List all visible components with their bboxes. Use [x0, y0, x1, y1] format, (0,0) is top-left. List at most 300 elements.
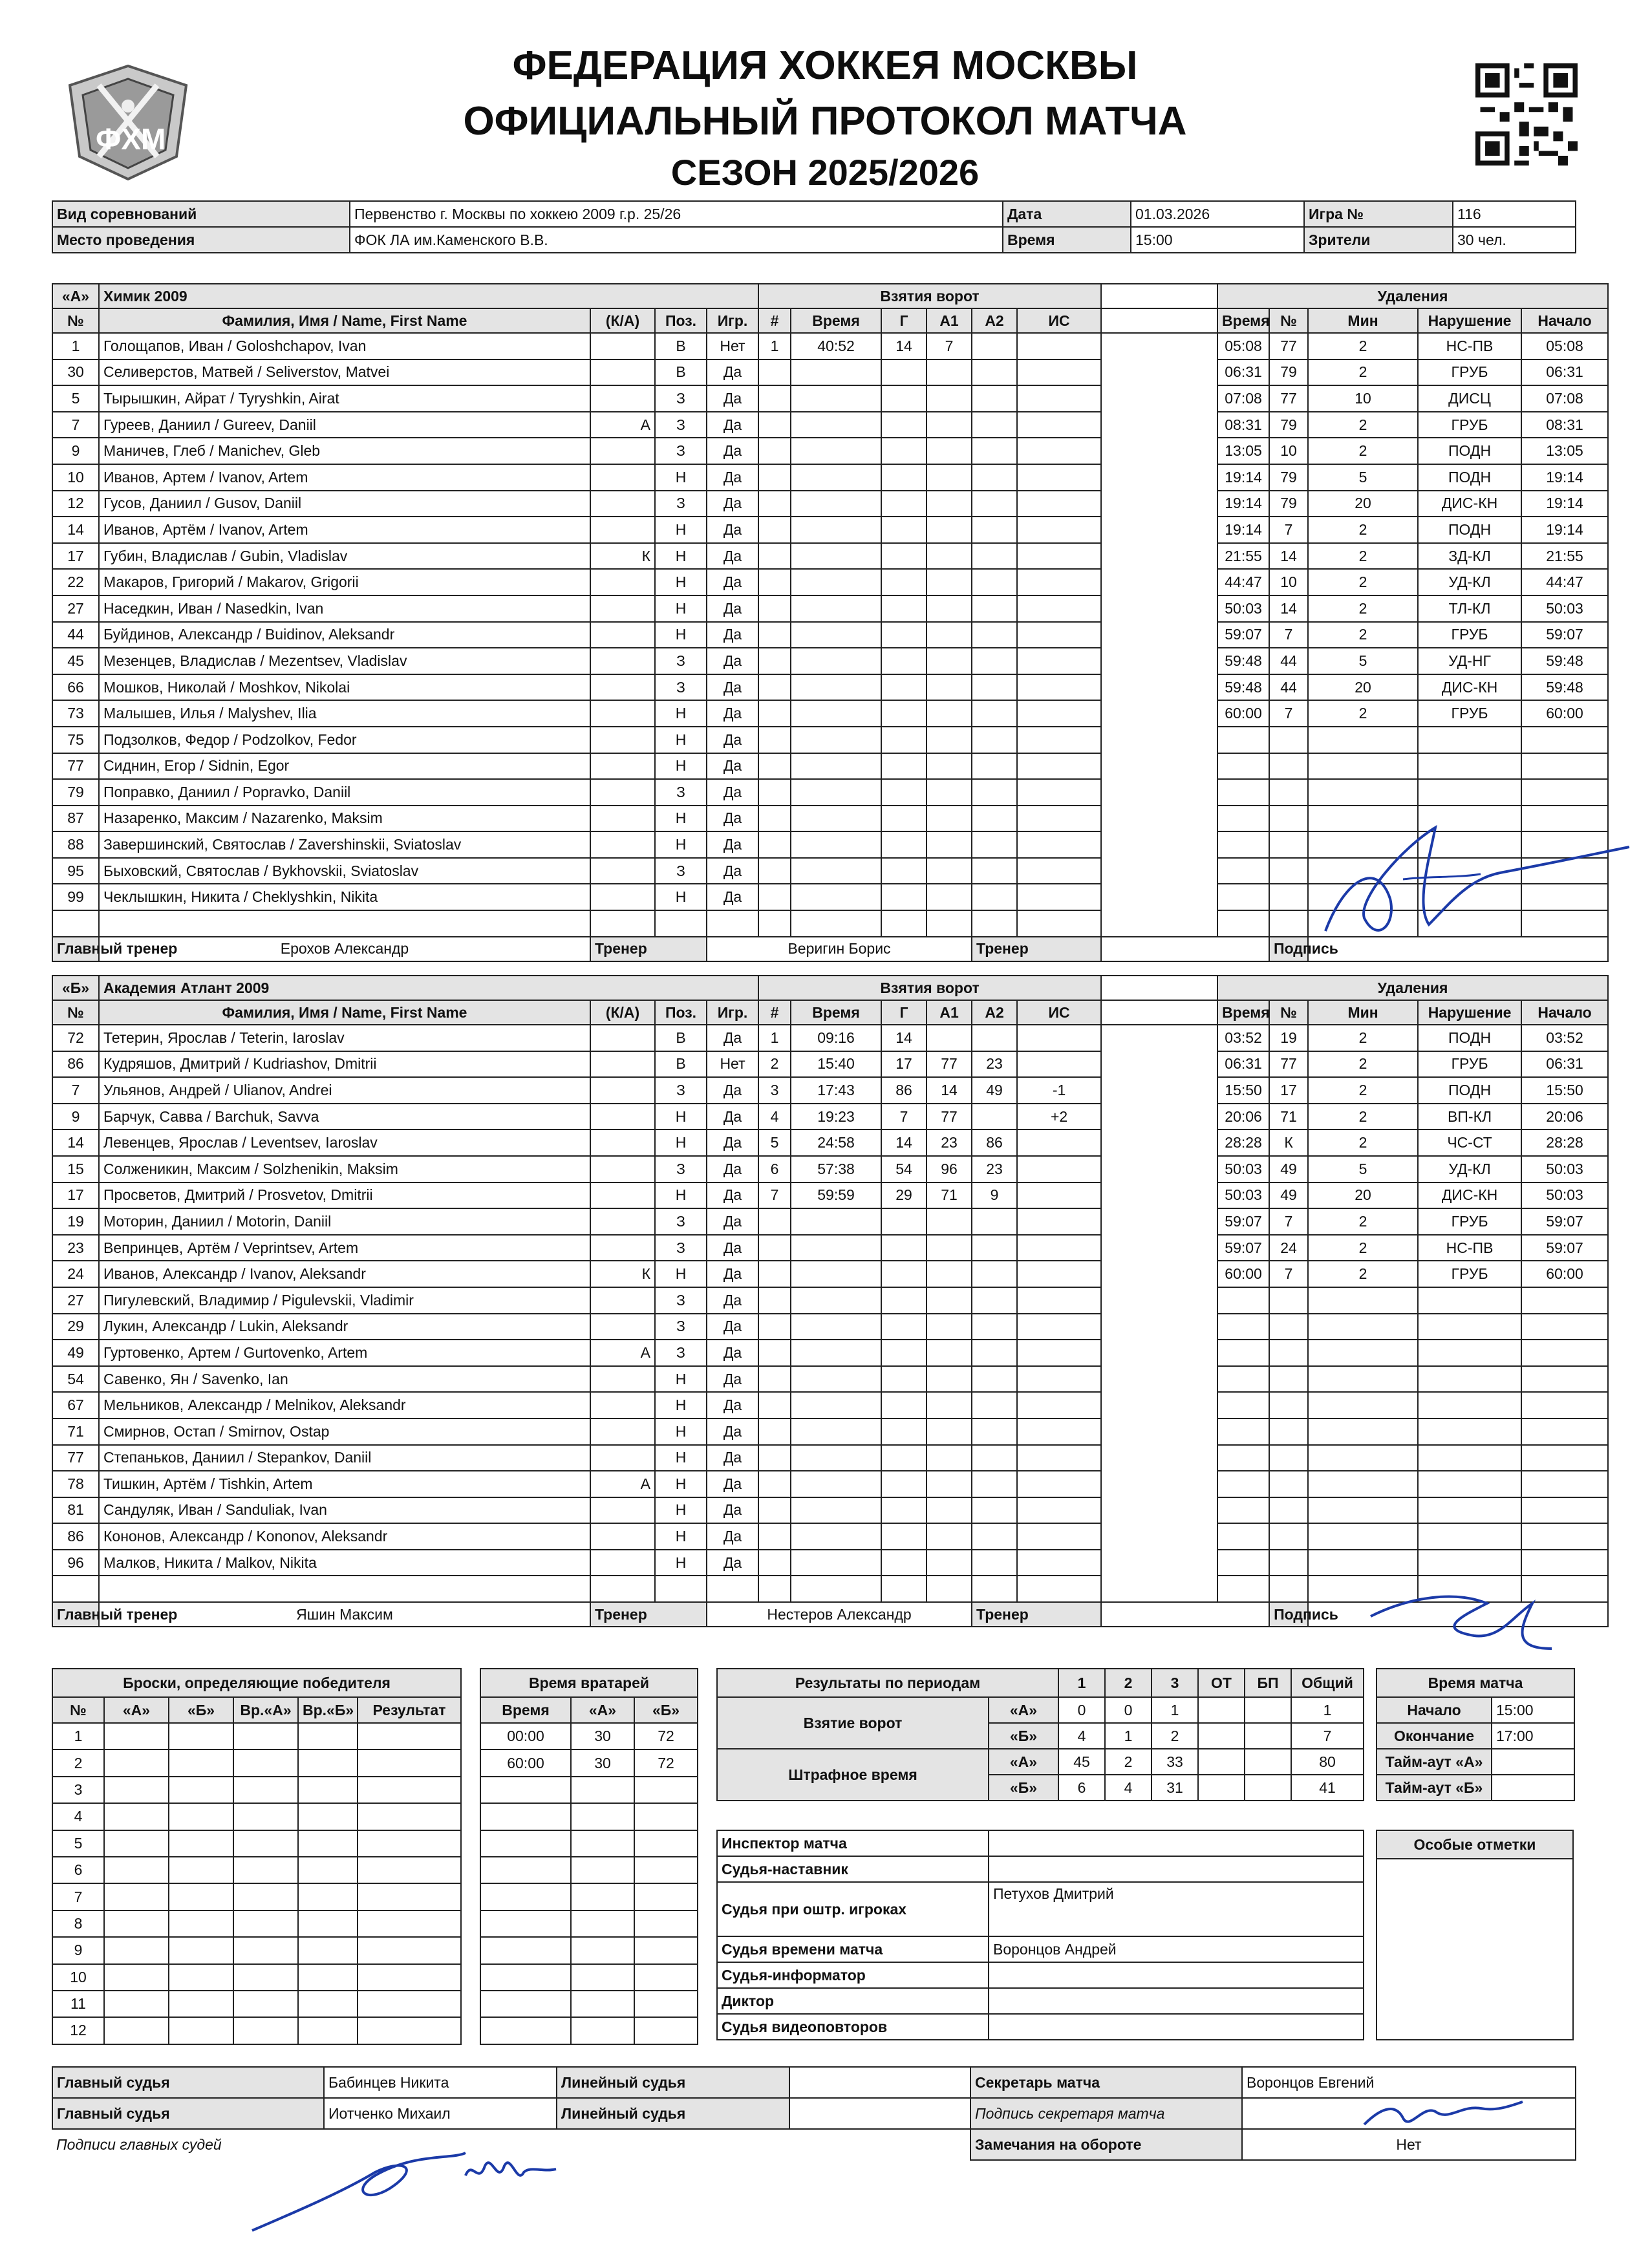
player-number: 10 — [52, 464, 99, 491]
player-name: Гуртовенко, Артем / Gurtovenko, Artem — [99, 1340, 590, 1366]
player-number: 78 — [52, 1471, 99, 1497]
player-name: Тырышкин, Айрат / Tyryshkin, Airat — [99, 385, 590, 412]
player-number: 7 — [52, 1077, 99, 1104]
date-label: Дата — [1003, 201, 1131, 227]
player-played: Да — [707, 1182, 758, 1209]
empty-cell — [758, 674, 791, 701]
empty-cell — [298, 1964, 358, 1991]
spacer-cell — [1101, 1497, 1217, 1524]
empty-cell — [104, 1964, 169, 1991]
period-col-total: Общий — [1291, 1669, 1364, 1697]
player-number: 15 — [52, 1156, 99, 1182]
player-number: 67 — [52, 1392, 99, 1418]
empty-cell — [972, 1550, 1017, 1576]
player-role — [590, 753, 655, 780]
penalty-violation: УД-КЛ — [1418, 1156, 1521, 1182]
penalty-player: 7 — [1269, 1261, 1308, 1287]
empty-cell — [1017, 517, 1101, 543]
inspector-label: Инспектор матча — [717, 1830, 989, 1856]
col-header-g_time: Время — [791, 308, 881, 333]
table-row — [52, 1077, 1608, 1104]
table-row — [52, 1261, 1608, 1287]
empty-cell — [358, 1964, 461, 1991]
player-played: Да — [707, 1471, 758, 1497]
timeout-b-label: Тайм-аут «Б» — [1377, 1775, 1492, 1801]
player-name: Буйдинов, Александр / Buidinov, Aleksandr — [99, 622, 590, 648]
empty-cell — [1217, 1392, 1269, 1418]
empty-cell — [881, 1314, 927, 1340]
penalty-player: 14 — [1269, 595, 1308, 622]
empty-cell — [972, 674, 1017, 701]
penalty-start: 50:03 — [1521, 1156, 1608, 1182]
empty-cell — [298, 1749, 358, 1776]
player-name: Быховский, Святослав / Bykhovskii, Sviatoslav — [99, 858, 590, 884]
timekeeper-value: Воронцов Андрей — [989, 1936, 1364, 1962]
player-name: Чеклышкин, Никита / Cheklyshkin, Nikita — [99, 884, 590, 910]
col-header-pos: Поз. — [655, 308, 707, 333]
empty-cell — [758, 438, 791, 464]
penalty-violation: ВП-КЛ — [1418, 1104, 1521, 1130]
empty-cell — [1017, 359, 1101, 386]
empty-cell — [99, 1576, 590, 1602]
col-header-p_start: Начало — [1521, 308, 1608, 333]
coach-name: Нестеров Александр — [707, 1602, 972, 1627]
spacer-cell — [1101, 1025, 1217, 1051]
empty-cell — [927, 1471, 972, 1497]
player-role — [590, 1182, 655, 1209]
empty-cell — [927, 569, 972, 595]
penalty-time: 19:14 — [1217, 517, 1269, 543]
empty-cell — [881, 1366, 927, 1393]
player-name: Солженикин, Максим / Solzhenikin, Maksim — [99, 1156, 590, 1182]
goal-assist-2: 23 — [972, 1051, 1017, 1078]
goal-scorer: 14 — [881, 1129, 927, 1156]
announcer-label: Диктор — [717, 1988, 989, 2014]
player-number: 1 — [52, 333, 99, 359]
empty-cell — [1017, 491, 1101, 517]
empty-cell — [972, 831, 1017, 858]
goalie-a: 30 — [571, 1749, 634, 1776]
player-played: Да — [707, 884, 758, 910]
player-position: Н — [655, 1523, 707, 1550]
player-role — [590, 779, 655, 806]
empty-cell — [169, 1749, 233, 1776]
empty-cell — [758, 858, 791, 884]
empty-cell — [358, 1910, 461, 1937]
empty-cell — [927, 727, 972, 753]
empty-cell — [791, 910, 881, 937]
period-value: 6 — [1058, 1775, 1105, 1801]
empty-cell — [169, 1803, 233, 1830]
empty-cell — [480, 1937, 571, 1963]
table-row — [52, 1803, 461, 1830]
player-role — [590, 1445, 655, 1471]
informer-value — [989, 1962, 1364, 1988]
empty-cell — [791, 385, 881, 412]
empty-cell — [972, 1235, 1017, 1261]
player-played: Да — [707, 700, 758, 727]
shootout-col-header: Результат — [358, 1697, 461, 1723]
col-header-g_a1: А1 — [927, 1000, 972, 1025]
goal-number: 4 — [758, 1104, 791, 1130]
goal-number: 6 — [758, 1156, 791, 1182]
empty-cell — [1418, 1418, 1521, 1445]
col-header-g_is: ИС — [1017, 308, 1101, 333]
player-number: 44 — [52, 622, 99, 648]
player-number: 77 — [52, 753, 99, 780]
empty-cell — [1017, 1340, 1101, 1366]
penalty-minutes: 2 — [1308, 622, 1418, 648]
goal-situation — [1017, 333, 1101, 359]
empty-cell — [233, 1803, 298, 1830]
empty-cell — [881, 1550, 927, 1576]
empty-cell — [169, 2017, 233, 2044]
penalty-minutes: 2 — [1308, 359, 1418, 386]
empty-cell — [791, 1261, 881, 1287]
player-name: Малков, Никита / Malkov, Nikita — [99, 1550, 590, 1576]
empty-cell — [1017, 858, 1101, 884]
empty-cell — [104, 1803, 169, 1830]
spacer-cell — [1101, 831, 1217, 858]
player-role — [590, 569, 655, 595]
empty-cell — [104, 1937, 169, 1963]
empty-cell — [571, 1991, 634, 2017]
empty-cell — [1521, 1550, 1608, 1576]
time-value: 15:00 — [1131, 227, 1304, 253]
goals-section-title: Взятия ворот — [758, 976, 1101, 1000]
empty-cell — [758, 727, 791, 753]
special-notes-table — [1376, 1830, 1574, 2040]
empty-cell — [927, 385, 972, 412]
player-position: В — [655, 359, 707, 386]
player-number: 27 — [52, 595, 99, 622]
col-header-g_num: # — [758, 1000, 791, 1025]
coach-label: Тренер — [590, 937, 707, 961]
empty-cell — [758, 648, 791, 674]
empty-cell — [791, 700, 881, 727]
empty-cell — [881, 858, 927, 884]
empty-cell — [1017, 1287, 1101, 1314]
head-coach-label: Главный тренер — [52, 937, 99, 961]
penalty-start: 60:00 — [1521, 700, 1608, 727]
empty-cell — [1017, 910, 1101, 937]
empty-cell — [972, 1471, 1017, 1497]
player-played: Да — [707, 1340, 758, 1366]
period-value: 0 — [1105, 1697, 1152, 1723]
goal-scorer: 17 — [881, 1051, 927, 1078]
empty-cell — [927, 753, 972, 780]
coach-name-2 — [1101, 1602, 1269, 1627]
empty-cell — [972, 412, 1017, 438]
player-role — [590, 464, 655, 491]
empty-cell — [881, 648, 927, 674]
player-name: Голощапов, Иван / Goloshchapov, Ivan — [99, 333, 590, 359]
team-a-signature — [1306, 802, 1642, 957]
competition-label: Вид соревнований — [52, 201, 350, 227]
goal-assist-1: 77 — [927, 1051, 972, 1078]
spacer-cell — [1101, 1208, 1217, 1235]
player-name: Левенцев, Ярослав / Leventsev, Iaroslav — [99, 1129, 590, 1156]
col-header-name: Фамилия, Имя / Name, First Name — [99, 1000, 590, 1025]
empty-cell — [1418, 1550, 1521, 1576]
empty-cell — [233, 1857, 298, 1883]
goalie-change-time: 00:00 — [480, 1723, 571, 1749]
spacer-cell — [1101, 1471, 1217, 1497]
period-value — [1198, 1723, 1245, 1749]
remarks-label: Замечания на обороте — [970, 2129, 1242, 2160]
goal-scorer: 86 — [881, 1077, 927, 1104]
spacer-cell — [1101, 1445, 1217, 1471]
penalty-start: 59:48 — [1521, 674, 1608, 701]
penalty-minutes: 2 — [1308, 569, 1418, 595]
empty-cell — [169, 1723, 233, 1749]
empty-cell — [927, 1576, 972, 1602]
match-start-label: Начало — [1377, 1697, 1492, 1723]
period-value — [1245, 1697, 1291, 1723]
player-number: 19 — [52, 1208, 99, 1235]
table-row — [52, 1182, 1608, 1209]
col-header-name: Фамилия, Имя / Name, First Name — [99, 308, 590, 333]
empty-cell — [972, 806, 1017, 832]
player-position: Н — [655, 806, 707, 832]
goal-assist-1: 71 — [927, 1182, 972, 1209]
empty-cell — [634, 1830, 698, 1857]
empty-cell — [972, 438, 1017, 464]
col-header-num: № — [52, 1000, 99, 1025]
empty-cell — [1269, 1445, 1308, 1471]
penalty-start: 19:14 — [1521, 491, 1608, 517]
empty-cell — [881, 438, 927, 464]
penalty-player: 7 — [1269, 1208, 1308, 1235]
player-role — [590, 385, 655, 412]
period-value: 2 — [1152, 1723, 1198, 1749]
goal-situation — [1017, 1051, 1101, 1078]
player-role — [590, 438, 655, 464]
spacer-cell — [1101, 648, 1217, 674]
col-header-g_time: Время — [791, 1000, 881, 1025]
empty-cell — [233, 1991, 298, 2017]
table-row — [52, 1964, 461, 1991]
head-coach-name: Яшин Максим — [99, 1602, 590, 1627]
shootout-row-number: 9 — [52, 1937, 104, 1963]
empty-cell — [972, 464, 1017, 491]
empty-cell — [881, 464, 927, 491]
player-played: Да — [707, 727, 758, 753]
col-header-p_start: Начало — [1521, 1000, 1608, 1025]
player-played: Да — [707, 1366, 758, 1393]
spacer-cell — [1101, 1366, 1217, 1393]
period-col-3: 3 — [1152, 1669, 1198, 1697]
penalty-violation: ГРУБ — [1418, 622, 1521, 648]
empty-cell — [758, 1471, 791, 1497]
venue-label: Место проведения — [52, 227, 350, 253]
player-position: Н — [655, 1418, 707, 1445]
empty-cell — [480, 1830, 571, 1857]
col-header-g_num: # — [758, 308, 791, 333]
empty-cell — [881, 1471, 927, 1497]
spacer-cell — [1101, 1261, 1217, 1287]
empty-cell — [1017, 1523, 1101, 1550]
col-header-g_g: Г — [881, 308, 927, 333]
empty-cell — [758, 1445, 791, 1471]
penalty-violation: ДИС-КН — [1418, 1182, 1521, 1209]
empty-cell — [298, 1883, 358, 1910]
empty-cell — [972, 753, 1017, 780]
empty-cell — [1269, 1287, 1308, 1314]
player-name: Наседкин, Иван / Nasedkin, Ivan — [99, 595, 590, 622]
informer-label: Судья-информатор — [717, 1962, 989, 1988]
empty-cell — [1217, 806, 1269, 832]
empty-cell — [791, 1497, 881, 1524]
player-role — [590, 831, 655, 858]
table-row — [480, 2017, 698, 2044]
player-number: 22 — [52, 569, 99, 595]
empty-cell — [1418, 1340, 1521, 1366]
penalty-start: 07:08 — [1521, 385, 1608, 412]
empty-cell — [1269, 1366, 1308, 1393]
empty-cell — [707, 910, 758, 937]
empty-cell — [791, 806, 881, 832]
secretary-signature — [1358, 2092, 1526, 2137]
empty-cell — [571, 1857, 634, 1883]
spacer-cell — [1101, 517, 1217, 543]
empty-cell — [358, 2017, 461, 2044]
empty-cell — [927, 674, 972, 701]
player-position: З — [655, 438, 707, 464]
empty-cell — [881, 1340, 927, 1366]
game-number-value: 116 — [1453, 201, 1576, 227]
empty-cell — [233, 1830, 298, 1857]
penalty-minutes: 5 — [1308, 648, 1418, 674]
empty-cell — [1521, 1314, 1608, 1340]
empty-cell — [972, 1497, 1017, 1524]
player-name: Маничев, Глеб / Manichev, Gleb — [99, 438, 590, 464]
table-row — [480, 1830, 698, 1857]
player-role — [590, 1418, 655, 1445]
spacer-cell — [1101, 1392, 1217, 1418]
player-role — [590, 1208, 655, 1235]
player-role — [590, 858, 655, 884]
officials-table — [716, 1830, 1364, 2040]
table-row — [52, 622, 1608, 648]
empty-cell — [758, 1550, 791, 1576]
goal-assist-1: 96 — [927, 1156, 972, 1182]
empty-cell — [298, 1723, 358, 1749]
player-played: Да — [707, 517, 758, 543]
goal-scorer: 29 — [881, 1182, 927, 1209]
period-col-1: 1 — [1058, 1669, 1105, 1697]
timeout-a-value — [1492, 1749, 1574, 1775]
penalty-violation: ГРУБ — [1418, 412, 1521, 438]
player-position: Н — [655, 595, 707, 622]
empty-cell — [480, 1777, 571, 1803]
empty-cell — [1017, 884, 1101, 910]
empty-cell — [791, 569, 881, 595]
empty-cell — [1017, 622, 1101, 648]
empty-cell — [791, 464, 881, 491]
empty-cell — [358, 1991, 461, 2017]
penalty-minutes: 5 — [1308, 1156, 1418, 1182]
table-row — [52, 1051, 1608, 1078]
table-row — [52, 1523, 1608, 1550]
empty-cell — [758, 831, 791, 858]
empty-cell — [927, 858, 972, 884]
player-position: В — [655, 1025, 707, 1051]
penalty-time: 44:47 — [1217, 569, 1269, 595]
player-position: Н — [655, 622, 707, 648]
player-number: 75 — [52, 727, 99, 753]
player-position: Н — [655, 700, 707, 727]
player-position: В — [655, 1051, 707, 1078]
penalties-section-title: Удаления — [1217, 976, 1608, 1000]
player-name: Кононов, Александр / Kononov, Aleksandr — [99, 1523, 590, 1550]
player-name: Просветов, Дмитрий / Prosvetov, Dmitrii — [99, 1182, 590, 1209]
player-role: А — [590, 1340, 655, 1366]
empty-cell — [791, 648, 881, 674]
table-row — [52, 412, 1608, 438]
table-row — [480, 1964, 698, 1991]
empty-cell — [1308, 1392, 1418, 1418]
line-referee-label: Линейный судья — [557, 2067, 789, 2098]
empty-cell — [1269, 727, 1308, 753]
player-position: Н — [655, 753, 707, 780]
empty-cell — [972, 1418, 1017, 1445]
spacer-cell — [1101, 1287, 1217, 1314]
empty-cell — [1521, 727, 1608, 753]
goal-time: 57:38 — [791, 1156, 881, 1182]
empty-cell — [1017, 674, 1101, 701]
player-role — [590, 1392, 655, 1418]
player-role — [590, 1287, 655, 1314]
table-row — [52, 1445, 1608, 1471]
empty-cell — [634, 1991, 698, 2017]
empty-cell — [881, 1418, 927, 1445]
col-header-g_a2: А2 — [972, 308, 1017, 333]
player-position: Н — [655, 1104, 707, 1130]
goalie-change-time: 60:00 — [480, 1749, 571, 1776]
penalty-player: 7 — [1269, 622, 1308, 648]
empty-cell — [927, 464, 972, 491]
player-position: Н — [655, 1261, 707, 1287]
col-header-p_time: Время — [1217, 308, 1269, 333]
player-name: Иванов, Артём / Ivanov, Artem — [99, 517, 590, 543]
penalty-minutes: 2 — [1308, 438, 1418, 464]
empty-cell — [927, 1340, 972, 1366]
penalty-time: 20:06 — [1217, 1104, 1269, 1130]
table-row — [52, 1156, 1608, 1182]
empty-cell — [881, 1392, 927, 1418]
player-role — [590, 1314, 655, 1340]
empty-cell — [1308, 753, 1418, 780]
empty-cell — [1521, 1366, 1608, 1393]
spacer-cell — [1101, 491, 1217, 517]
coach-label: Тренер — [590, 1602, 707, 1627]
spacer-cell — [1101, 700, 1217, 727]
table-row — [52, 385, 1608, 412]
table-row — [52, 1235, 1608, 1261]
empty-cell — [972, 1366, 1017, 1393]
player-played: Да — [707, 806, 758, 832]
special-notes-label: Особые отметки — [1377, 1830, 1573, 1859]
penalty-time: 59:07 — [1217, 1208, 1269, 1235]
empty-cell — [791, 779, 881, 806]
empty-cell — [1269, 806, 1308, 832]
empty-cell — [1308, 1523, 1418, 1550]
empty-cell — [1418, 1366, 1521, 1393]
player-number: 96 — [52, 1550, 99, 1576]
goal-situation: -1 — [1017, 1077, 1101, 1104]
empty-cell — [927, 1314, 972, 1340]
